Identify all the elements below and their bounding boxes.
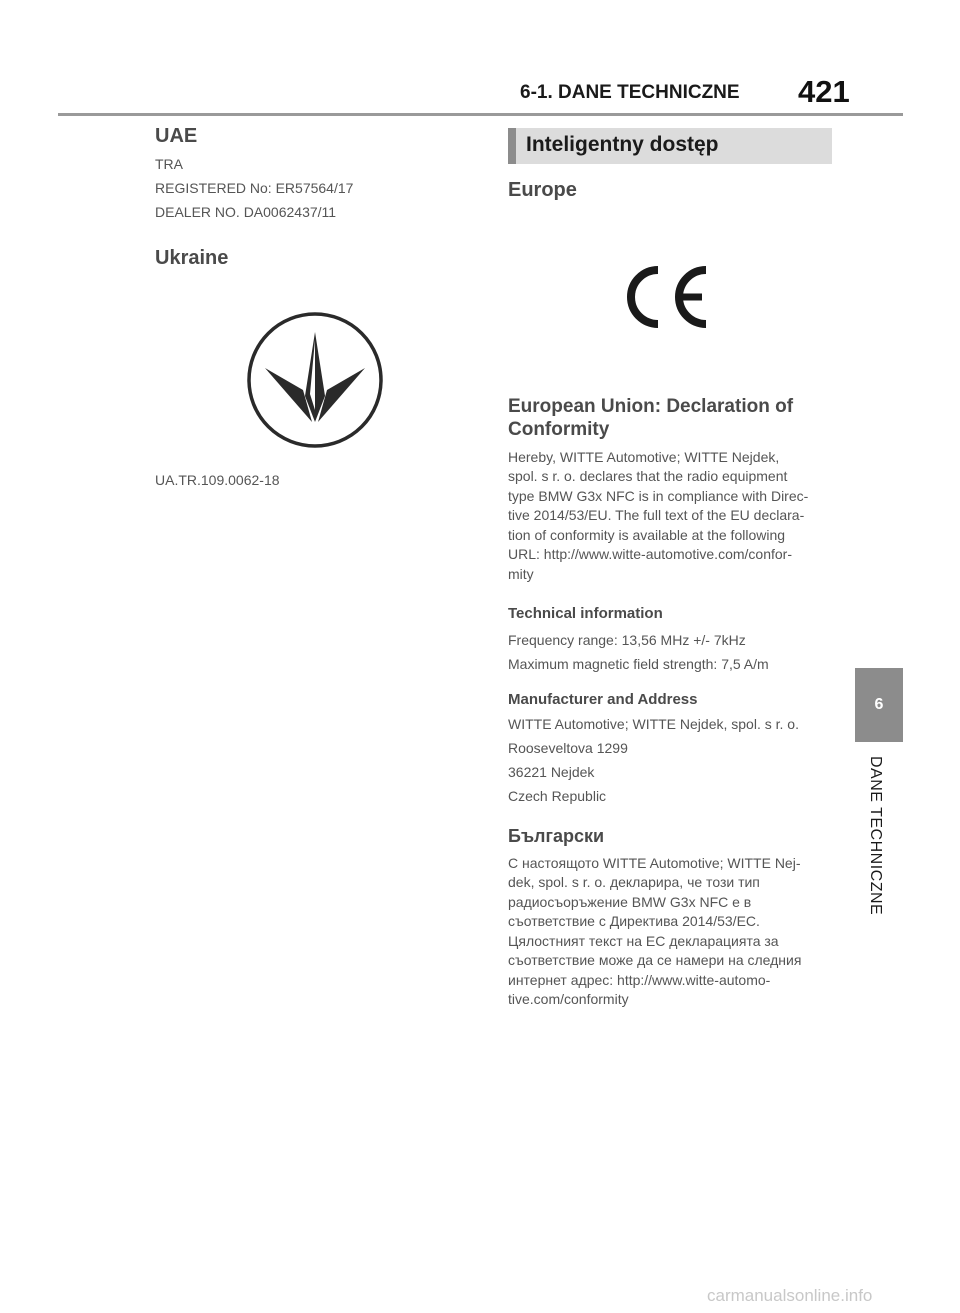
bulgarian-line: съответствие може да се намери на следния bbox=[508, 952, 802, 969]
ce-mark-icon bbox=[618, 264, 710, 330]
manufacturer-line: 36221 Nejdek bbox=[508, 764, 595, 781]
uae-line: TRA bbox=[155, 156, 183, 172]
declaration-line: URL: http://www.witte-automotive.com/confor- bbox=[508, 546, 792, 563]
bulgarian-line: dek, spol. s r. o. декларира, че този тип bbox=[508, 874, 760, 891]
technical-heading: Technical information bbox=[508, 605, 663, 623]
ukraine-heading: Ukraine bbox=[155, 247, 229, 269]
bulgarian-line: радиосъоръжение BMW G3x NFC е в bbox=[508, 893, 752, 910]
page-number: 421 bbox=[798, 74, 850, 109]
technical-line: Maximum magnetic field strength: 7,5 A/m bbox=[508, 656, 769, 673]
declaration-line: type BMW G3x NFC is in compliance with Direc- bbox=[508, 487, 809, 504]
manufacturer-heading: Manufacturer and Address bbox=[508, 691, 698, 709]
ukraine-conformity-mark-icon bbox=[245, 310, 385, 450]
manufacturer-text bbox=[508, 712, 832, 808]
declaration-line: spol. s r. o. declares that the radio equipment bbox=[508, 468, 788, 485]
technical-text bbox=[508, 628, 832, 676]
technical-line: Frequency range: 13,56 MHz +/- 7kHz bbox=[508, 632, 746, 649]
ukraine-code: UA.TR.109.0062-18 bbox=[155, 472, 280, 488]
bulgarian-line: Цялостният текст на ЕС декларацията за bbox=[508, 932, 779, 949]
section-title: 6-1. DANE TECHNICZNE bbox=[520, 82, 740, 103]
bulgarian-line: съответствие с Директива 2014/53/ЕС. bbox=[508, 913, 760, 930]
uae-details bbox=[155, 152, 455, 224]
bulgarian-line: tive.com/conformity bbox=[508, 991, 629, 1008]
declaration-heading-line: Conformity bbox=[508, 418, 610, 440]
manufacturer-line: Czech Republic bbox=[508, 788, 607, 805]
manufacturer-line: Rooseveltova 1299 bbox=[508, 740, 628, 757]
chapter-tab bbox=[855, 668, 903, 742]
declaration-line: tion of conformity is available at the following bbox=[508, 526, 786, 543]
europe-heading: Europe bbox=[508, 179, 577, 201]
chapter-number: 6 bbox=[874, 696, 884, 713]
bulgarian-text bbox=[508, 854, 832, 1010]
left-column bbox=[155, 124, 455, 492]
uae-line: DEALER NO. DA0062437/11 bbox=[155, 204, 337, 220]
right-column bbox=[508, 128, 832, 1010]
declaration-text bbox=[508, 448, 832, 585]
topic-banner bbox=[508, 128, 832, 164]
bulgarian-line: С настоящото WITTE Automotive; WITTE Nej- bbox=[508, 854, 801, 871]
topic-banner-label: Inteligentny dostęp bbox=[526, 133, 719, 156]
manufacturer-line: WITTE Automotive; WITTE Nejdek, spol. s r. o. bbox=[508, 716, 799, 733]
bulgarian-line: интернет адрес: http://www.witte-automo- bbox=[508, 971, 771, 988]
header-divider bbox=[58, 113, 903, 116]
declaration-line: Hereby, WITTE Automotive; WITTE Nejdek, bbox=[508, 448, 780, 465]
declaration-heading-line: European Union: Declaration of bbox=[508, 396, 794, 417]
declaration-line: tive 2014/53/EU. The full text of the EU declara- bbox=[508, 507, 805, 524]
chapter-label: DANE TECHNICZNE bbox=[867, 756, 884, 916]
watermark: carmanualsonline.info bbox=[707, 1286, 873, 1305]
bulgarian-heading: Български bbox=[508, 826, 605, 847]
uae-heading: UAE bbox=[155, 125, 198, 147]
declaration-line: mity bbox=[508, 565, 534, 582]
uae-line: REGISTERED No: ER57564/17 bbox=[155, 180, 354, 196]
declaration-heading bbox=[508, 396, 832, 442]
